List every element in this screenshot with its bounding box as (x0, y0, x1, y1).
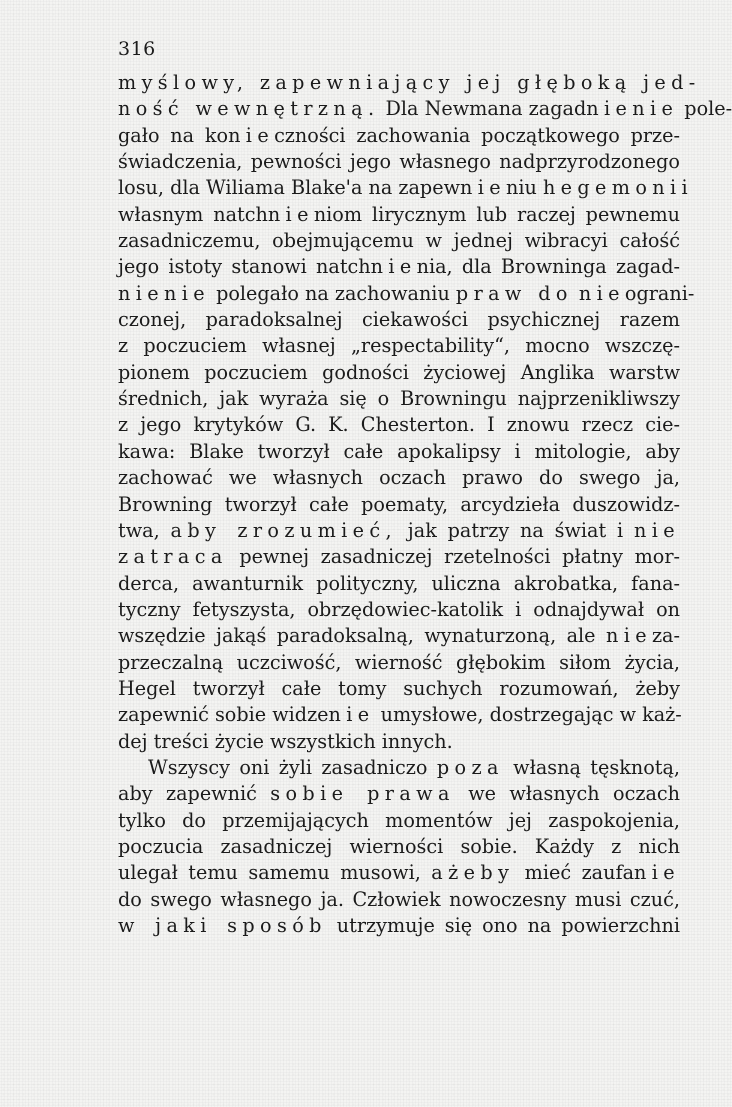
text-line: kawa: Blake tworzył całe apokalipsy i mitologie, aby (118, 439, 680, 463)
text-line: derca, awanturnik polityczny, uliczna akrobatka, fana- (118, 571, 680, 595)
text-line: własnym natchnieniom lirycznym lub raczej pewnemu (118, 202, 680, 226)
text-line: aby zapewnić sobie prawa we własnych oczach (118, 782, 680, 806)
text-line: w jaki sposób utrzymuje się ono na powierzchni (118, 914, 680, 937)
text-line: Wszyscy oni żyli zasadniczo poza własną tęsknotą, (148, 755, 681, 779)
text-line: przeczalną uczciwość, wierność głębokim siłom życia, (118, 650, 680, 674)
text-line: zapewnić sobie widzenie umysłowe, dostrzegając w każ- (118, 703, 682, 727)
text-line: zasadniczemu, obejmującemu w jednej wibracyi całość (118, 229, 680, 253)
text-line: pionem poczuciem godności życiowej Anglika warstw (118, 360, 680, 384)
text-line: zatraca pewnej zasadniczej rzetelności płatny mor- (118, 545, 680, 569)
text-line: Hegel tworzył całe tomy suchych rozumowań, żeby (118, 676, 680, 700)
body-text (118, 70, 732, 939)
text-line: jego istoty stanowi natchnienia, dla Browninga zagad- (118, 255, 680, 279)
text-line: myślowy, zapewniający jej głęboką jed- (118, 71, 701, 94)
text-line: dej treści życie wszystkich innych. (118, 729, 453, 753)
text-line: czonej, paradoksalnej ciekawości psychicznej razem (118, 308, 680, 332)
text-line: Browning tworzył całe poematy, arcydzieła duszowidz- (118, 492, 680, 516)
text-line: z poczuciem własnej „respectability“, mocno wszczę- (118, 334, 680, 358)
text-line: tylko do przemijających momentów jej zaspokojenia, (118, 808, 680, 832)
text-line: do swego własnego ja. Człowiek nowoczesny musi czuć, (118, 887, 680, 911)
text-line: ulegał temu samemu musowi, ażeby mieć zaufanie (118, 861, 681, 885)
text-line: z jego krytyków G. K. Chesterton. I znowu rzecz cie- (118, 413, 680, 437)
page-number: 316 (118, 38, 156, 60)
text-line: wszędzie jakąś paradoksalną, wynaturzoną, ale nieza- (118, 624, 680, 648)
text-line: ność wewnętrzną. Dla Newmana zagadnienie pole- (118, 97, 732, 121)
text-line: świadczenia, pewności jego własnego nadprzyrodzonego (118, 150, 680, 174)
text-line: losu, dla Wiliama Blake'a na zapewnieniu hegemonii (118, 176, 694, 200)
text-line: tyczny fetyszysta, obrzędowiec-katolik i odnajdywał on (118, 597, 680, 621)
text-line: gało na konieczności zachowania początkowego prze- (118, 123, 680, 147)
text-line: twa, aby zrozumieć, jak patrzy na świat i nie (118, 518, 680, 542)
text-line: zachować we własnych oczach prawo do swego ja, (118, 466, 680, 490)
text-line: nienie polegało na zachowaniu praw do nieograni- (118, 281, 695, 305)
text-line: poczucia zasadniczej wierności sobie. Każdy z nich (118, 834, 680, 858)
text-line: średnich, jak wyraża się o Browningu najprzenikliwszy (118, 387, 680, 411)
